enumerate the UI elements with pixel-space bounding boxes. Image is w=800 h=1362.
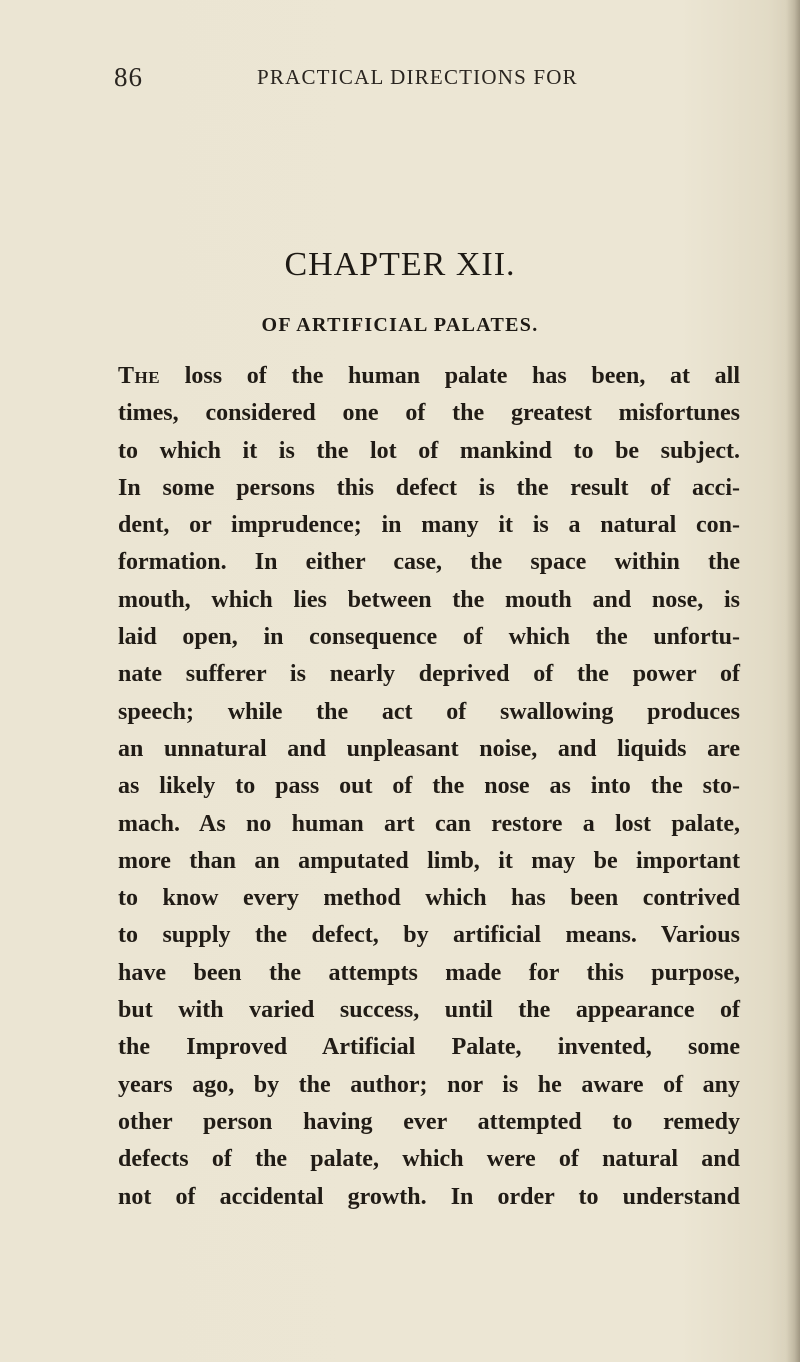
- text-line: as likely to pass out of the nose as into the sto-: [118, 773, 740, 800]
- chapter-title: CHAPTER XII.: [284, 246, 516, 283]
- text-line: more than an amputated limb, it may be important: [118, 847, 740, 874]
- page-edge-shadow: [786, 0, 800, 1362]
- text-line: formation. In either case, the space within the: [118, 549, 740, 576]
- running-head: [114, 62, 634, 92]
- text-line: not of accidental growth. In order to understand: [118, 1183, 740, 1210]
- text-line: In some persons this defect is the result of acci-: [118, 474, 740, 501]
- text-line: mouth, which lies between the mouth and nose, is: [118, 586, 740, 613]
- text-line: to supply the defect, by artificial means. Various: [118, 922, 740, 949]
- text-line: have been the attempts made for this purpose,: [118, 959, 740, 986]
- text-line: to know every method which has been contrived: [118, 885, 740, 912]
- text-line: [118, 358, 740, 395]
- text-line-content: loss of the human palate has been, at all: [160, 363, 740, 389]
- page-number: 86: [114, 62, 143, 92]
- text-line: but with varied success, until the appearance of: [118, 997, 740, 1024]
- text-line: years ago, by the author; nor is he aware of any: [118, 1071, 740, 1098]
- text-line: dent, or imprudence; in many it is a natural con-: [118, 512, 740, 539]
- body-paragraph: [118, 358, 740, 1216]
- text-line: defects of the palate, which were of natural and: [118, 1146, 740, 1173]
- text-line: laid open, in consequence of which the unfortu-: [118, 624, 740, 651]
- text-line: to which it is the lot of mankind to be subject.: [118, 437, 740, 464]
- text-line: speech; while the act of swallowing produces: [118, 698, 740, 725]
- text-line: other person having ever attempted to remedy: [118, 1108, 740, 1135]
- running-title: PRACTICAL DIRECTIONS FOR: [257, 65, 578, 89]
- chapter-subtitle: OF ARTIFICIAL PALATES.: [261, 314, 539, 336]
- text-line: an unnatural and unpleasant noise, and liquids are: [118, 735, 740, 762]
- text-line: nate sufferer is nearly deprived of the power of: [118, 661, 740, 688]
- text-line: mach. As no human art can restore a lost palate,: [118, 810, 740, 837]
- text-line: times, considered one of the greatest misfortunes: [118, 400, 740, 427]
- text-line: the Improved Artificial Palate, invented, some: [118, 1034, 740, 1061]
- lead-word: The: [118, 363, 161, 389]
